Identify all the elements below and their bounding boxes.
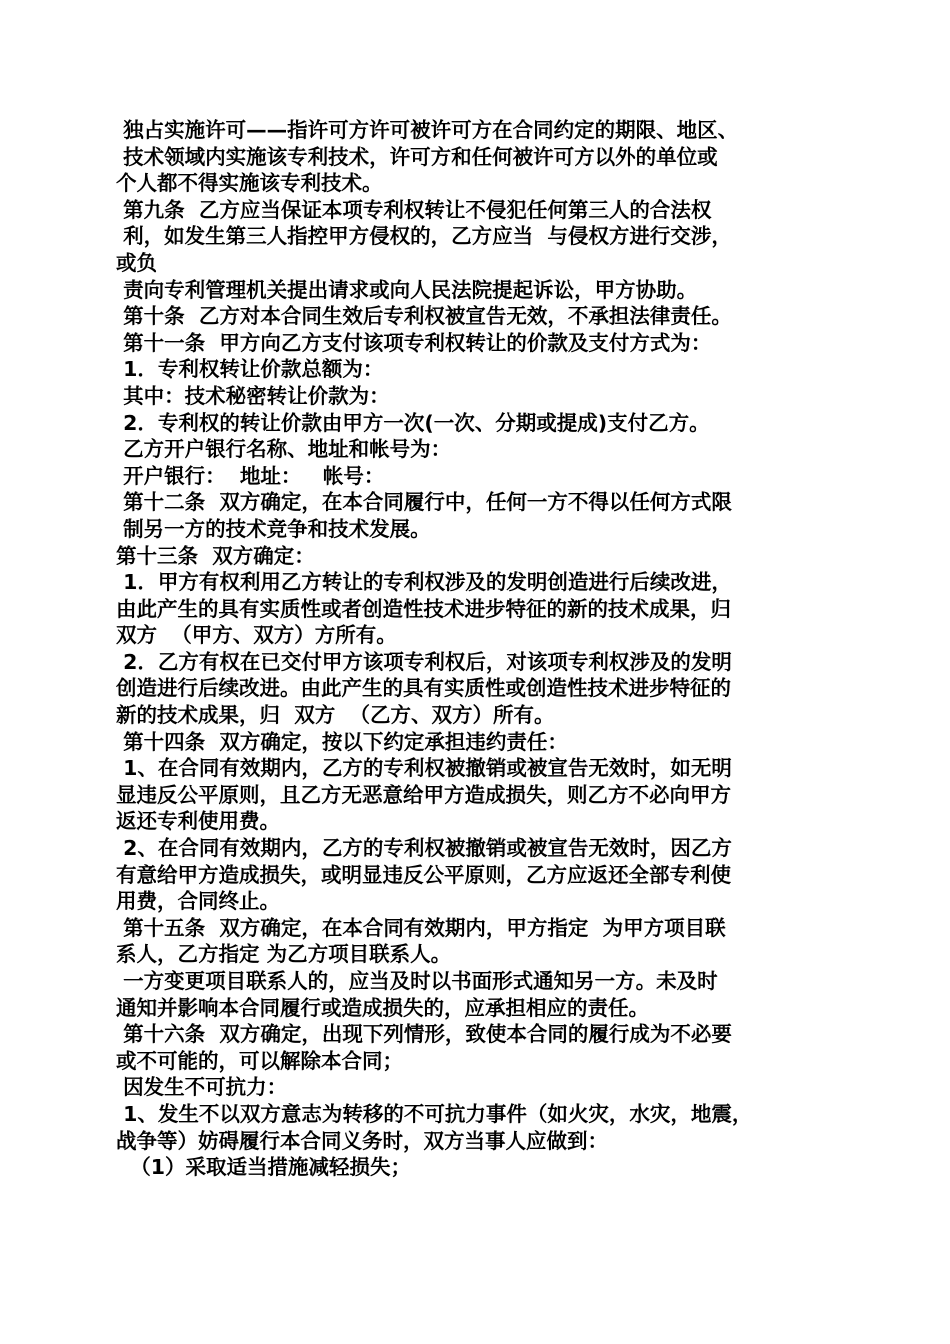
text-line: 利，如发生第三人指控甲方侵权的，乙方应当 与侵权方进行交涉， xyxy=(116,224,732,249)
text-line: 独占实施许可——指许可方许可被许可方在合同约定的期限、地区、 xyxy=(116,118,739,142)
text-line: 第九条 乙方应当保证本项专利权转让不侵犯任何第三人的合法权 xyxy=(116,197,712,222)
text-line: 显违反公平原则，且乙方无恶意给甲方造成损失，则乙方不必向甲方 xyxy=(116,782,731,807)
text-line: 1、发生不以双方意志为转移的不可抗力事件（如火灾，水灾，地震， xyxy=(116,1101,753,1126)
text-line: 有意给甲方造成损失，或明显违反公平原则，乙方应返还全部专利使 xyxy=(116,862,731,887)
text-line: 乙方开户银行名称、地址和帐号为： xyxy=(116,437,452,462)
text-line: 创造进行后续改进。由此产生的具有实质性或创造性技术进步特征的 xyxy=(116,676,731,701)
text-line: 第十五条 双方确定，在本合同有效期内，甲方指定 为甲方项目联 xyxy=(116,915,726,940)
text-line: 第十四条 双方确定，按以下约定承担违约责任： xyxy=(116,729,568,754)
text-line: 1．甲方有权利用乙方转让的专利权涉及的发明创造进行后续改进， xyxy=(116,570,732,595)
text-line: 战争等）妨碍履行本合同义务时，双方当事人应做到： xyxy=(116,1128,608,1153)
text-line: 第十条 乙方对本合同生效后专利权被宣告无效，不承担法律责任。 xyxy=(116,304,732,329)
text-line: 1．专利权转让价款总额为： xyxy=(116,357,384,382)
text-line: 第十一条 甲方向乙方支付该项专利权转让的价款及支付方式为： xyxy=(116,330,712,355)
text-line: 第十六条 双方确定，出现下列情形，致使本合同的履行成为不必要 xyxy=(116,1022,732,1047)
text-line: 技术领域内实施该专利技术，许可方和任何被许可方以外的单位或 xyxy=(116,144,718,169)
text-line: 因发生不可抗力： xyxy=(116,1075,288,1100)
text-line: 2．乙方有权在已交付甲方该项专利权后，对该项专利权涉及的发明 xyxy=(116,649,732,674)
text-line: 或不可能的，可以解除本合同； xyxy=(116,1048,403,1073)
text-line: （1）采取适当措施减轻损失； xyxy=(116,1155,412,1180)
text-line: 系人，乙方指定 为乙方项目联系人。 xyxy=(116,942,452,967)
text-line: 或负 xyxy=(116,250,157,275)
text-line: 2、在合同有效期内，乙方的专利权被撤销或被宣告无效时，因乙方 xyxy=(116,836,732,861)
text-line: 由此产生的具有实质性或者创造性技术进步特征的新的技术成果，归 xyxy=(116,596,731,621)
text-line: 第十二条 双方确定，在本合同履行中，任何一方不得以任何方式限 xyxy=(116,490,732,515)
text-line: 1、在合同有效期内，乙方的专利权被撤销或被宣告无效时，如无明 xyxy=(116,756,732,781)
text-line: 双方 （甲方、双方）方所有。 xyxy=(116,623,397,648)
text-line: 2．专利权的转让价款由甲方一次(一次、分期或提成)支付乙方。 xyxy=(116,410,710,435)
text-line: 其中：技术秘密转让价款为： xyxy=(116,383,390,408)
text-line: 返还专利使用费。 xyxy=(116,809,280,834)
text-line: 用费，合同终止。 xyxy=(116,889,280,914)
text-line: 一方变更项目联系人的，应当及时以书面形式通知另一方。未及时 xyxy=(116,969,718,993)
text-line: 制另一方的技术竞争和技术发展。 xyxy=(116,516,431,541)
text-line: 通知并影响本合同履行或造成损失的，应承担相应的责任。 xyxy=(116,995,649,1020)
text-line: 个人都不得实施该专利技术。 xyxy=(116,171,383,196)
text-line: 第十三条 双方确定： xyxy=(116,543,315,568)
text-line: 开户银行： 地址： 帐号： xyxy=(116,463,385,488)
text-line: 责向专利管理机关提出请求或向人民法院提起诉讼，甲方协助。 xyxy=(116,277,698,302)
document-body xyxy=(116,117,846,1181)
text-line: 新的技术成果，归 双方 （乙方、双方）所有。 xyxy=(116,703,555,728)
